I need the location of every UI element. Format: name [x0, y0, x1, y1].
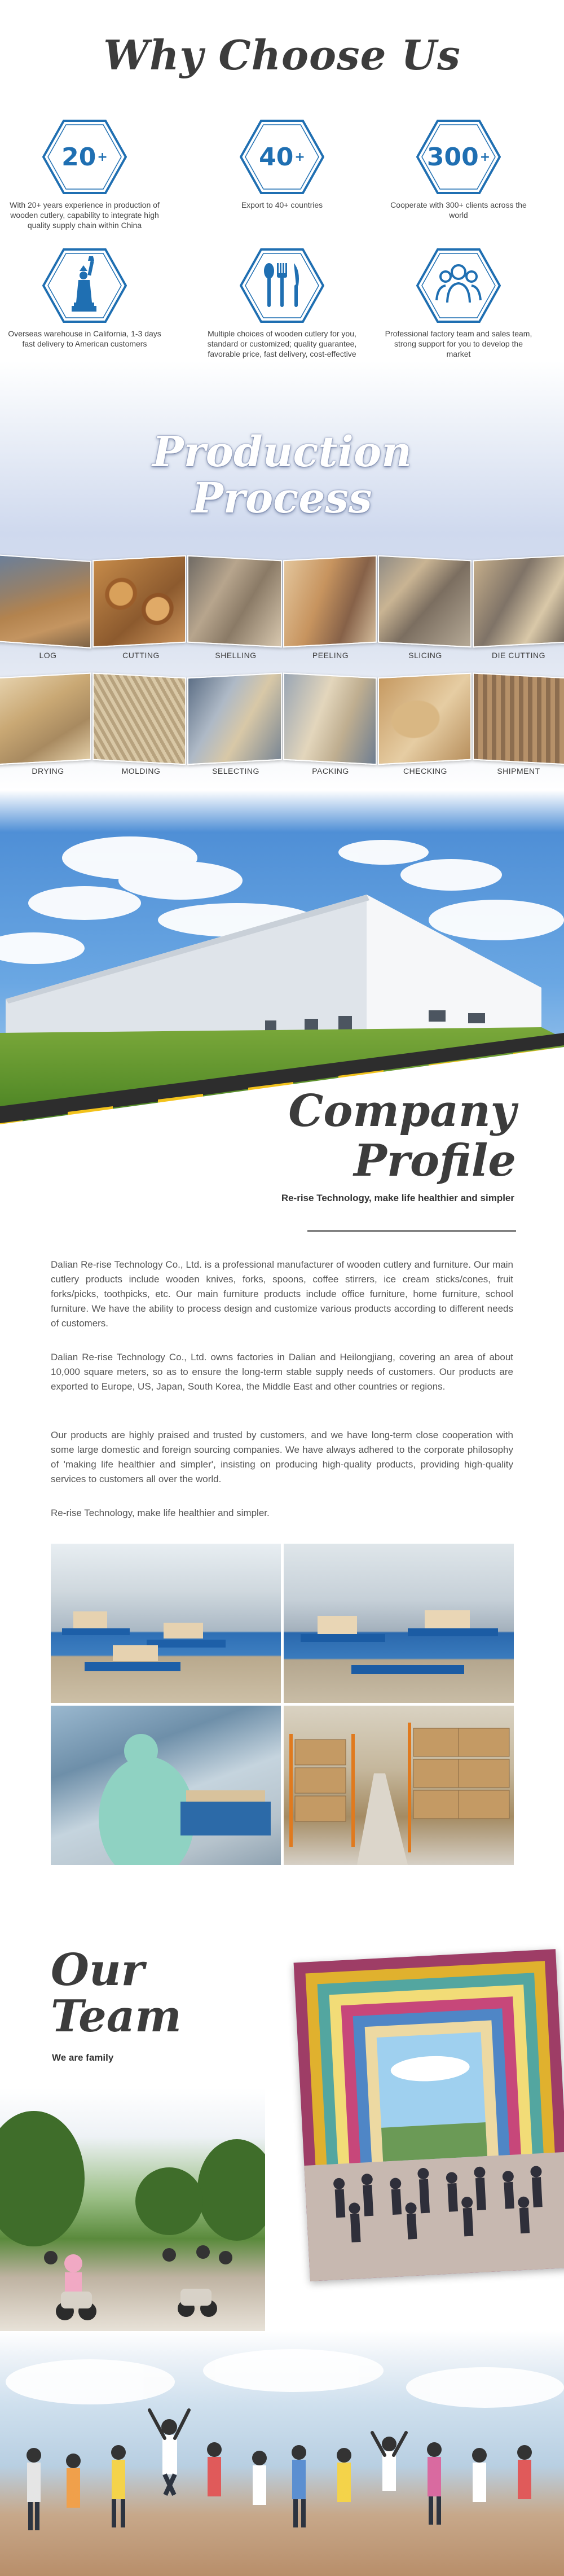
our-team-title [51, 1944, 182, 2042]
divider [307, 1230, 516, 1232]
hexagon-badge [416, 120, 501, 194]
feature-experience [0, 120, 169, 230]
photo-selecting [187, 673, 282, 765]
photo-checking [378, 673, 472, 765]
team-jumping-photo [0, 2331, 564, 2576]
process-step-label: LOG [39, 651, 57, 660]
process-step-label: MOLDING [121, 766, 161, 776]
process-step-label: PACKING [312, 766, 349, 776]
photo-cutting [92, 555, 186, 648]
process-step-label: SHIPMENT [497, 766, 540, 776]
process-step-label: CUTTING [122, 651, 160, 660]
feature-choices [200, 248, 364, 359]
profile-paragraph: Our products are highly praised and trusted by customers, and we have long-term close cooperation with some large domestic and foreign sourcing companies. We have always adhered to the corporate philosophy of 'making life healthier and simpler', insisting on producing high-quality products, providing high-quality services to customers all over the world. [51, 1430, 513, 1484]
stat-number: 20 [61, 142, 96, 172]
title-line: Team [51, 1991, 182, 2042]
process-step-label: PEELING [312, 651, 349, 660]
factory-worker-photo [51, 1706, 281, 1865]
process-step-label: SHELLING [215, 651, 257, 660]
photo-log [0, 554, 91, 649]
process-step-label: DRYING [32, 766, 64, 776]
feature-text: Export to 40+ countries [241, 200, 323, 209]
company-slogan: Re-rise Technology, make life healthier and simpler [281, 1193, 514, 1203]
team-subtitle: We are family [52, 2052, 114, 2063]
title-line: Production [152, 428, 412, 476]
feature-text: With 20+ years experience in production of wooden cutlery, capability to integrate high quality supply chain within China [10, 200, 160, 230]
feature-export [200, 120, 364, 210]
warehouse-photo [284, 1706, 514, 1865]
team-scooter-photo [0, 2088, 265, 2331]
feature-warehouse [1, 248, 168, 349]
why-choose-us-title: Why Choose Us [103, 31, 461, 79]
feature-text: Cooperate with 300+ clients across the world [390, 200, 527, 220]
photo-slicing [378, 555, 472, 648]
team-rainbow-gate-photo [294, 1949, 564, 2281]
company-profile-title [288, 1087, 516, 1186]
production-process-title [0, 429, 564, 522]
title-line: Process [192, 474, 372, 523]
hexagon-badge [240, 120, 324, 194]
feature-team [377, 248, 540, 359]
title-line: Profile [354, 1135, 516, 1186]
photo-die-cutting [473, 555, 564, 648]
stat-number: 40 [259, 142, 294, 172]
profile-paragraph: Dalian Re-rise Technology Co., Ltd. owns factories in Dalian and Heilongjiang, covering an area of about 10,000 square meters, so as to ensure the long-term stable supply needs of customers. Our products are exported to Europe, US, Japan, South Korea, the Middle East and other countries or regions. [51, 1352, 513, 1392]
process-row-2 [0, 675, 564, 763]
photo-shipment [473, 673, 564, 765]
photo-molding [92, 673, 186, 765]
feature-text: Professional factory team and sales team, strong support for you to develop the market [385, 329, 532, 358]
stat-number: 300 [426, 142, 479, 172]
photo-shelling [187, 555, 282, 648]
profile-paragraph: Dalian Re-rise Technology Co., Ltd. is a professional manufacturer of wooden cutlery and furniture. Our main cutlery products include wooden knives, forks, spoons, coffee stirrers, ice cream sticks/cones, fruit forks/picks, toothpicks, etc. Our main furniture products include office furniture, home furniture, school furniture. We have the ability to process design and customize various products according to different needs of customers. [51, 1259, 513, 1329]
feature-text: Multiple choices of wooden cutlery for you, standard or customized; quality guarantee, favorable price, fast delivery, cost-effective [207, 329, 357, 358]
statue-of-liberty-icon [42, 248, 127, 323]
hexagon-badge [42, 120, 127, 194]
title-line: Our [51, 1944, 144, 1996]
process-step-label: SELECTING [212, 766, 259, 776]
profile-paragraph: Re-rise Technology, make life healthier and simpler. [51, 1508, 270, 1518]
process-step-label: DIE CUTTING [492, 651, 545, 660]
factory-interior-photo-2 [284, 1544, 514, 1703]
photo-packing [283, 673, 377, 765]
feature-clients [377, 120, 540, 220]
factory-interior-photo-1 [51, 1544, 281, 1703]
title-line: Company [288, 1085, 516, 1137]
stat-plus: + [479, 150, 491, 164]
photo-drying [0, 673, 91, 765]
feature-text: Overseas warehouse in California, 1-3 days fast delivery to American customers [8, 329, 161, 348]
photo-peeling [283, 555, 377, 648]
stat-plus: + [294, 150, 305, 164]
process-row-1 [0, 558, 564, 645]
process-step-label: SLICING [408, 651, 442, 660]
stat-plus: + [97, 150, 108, 164]
cutlery-icon [240, 248, 324, 323]
process-step-label: CHECKING [403, 766, 447, 776]
team-icon [416, 248, 501, 323]
